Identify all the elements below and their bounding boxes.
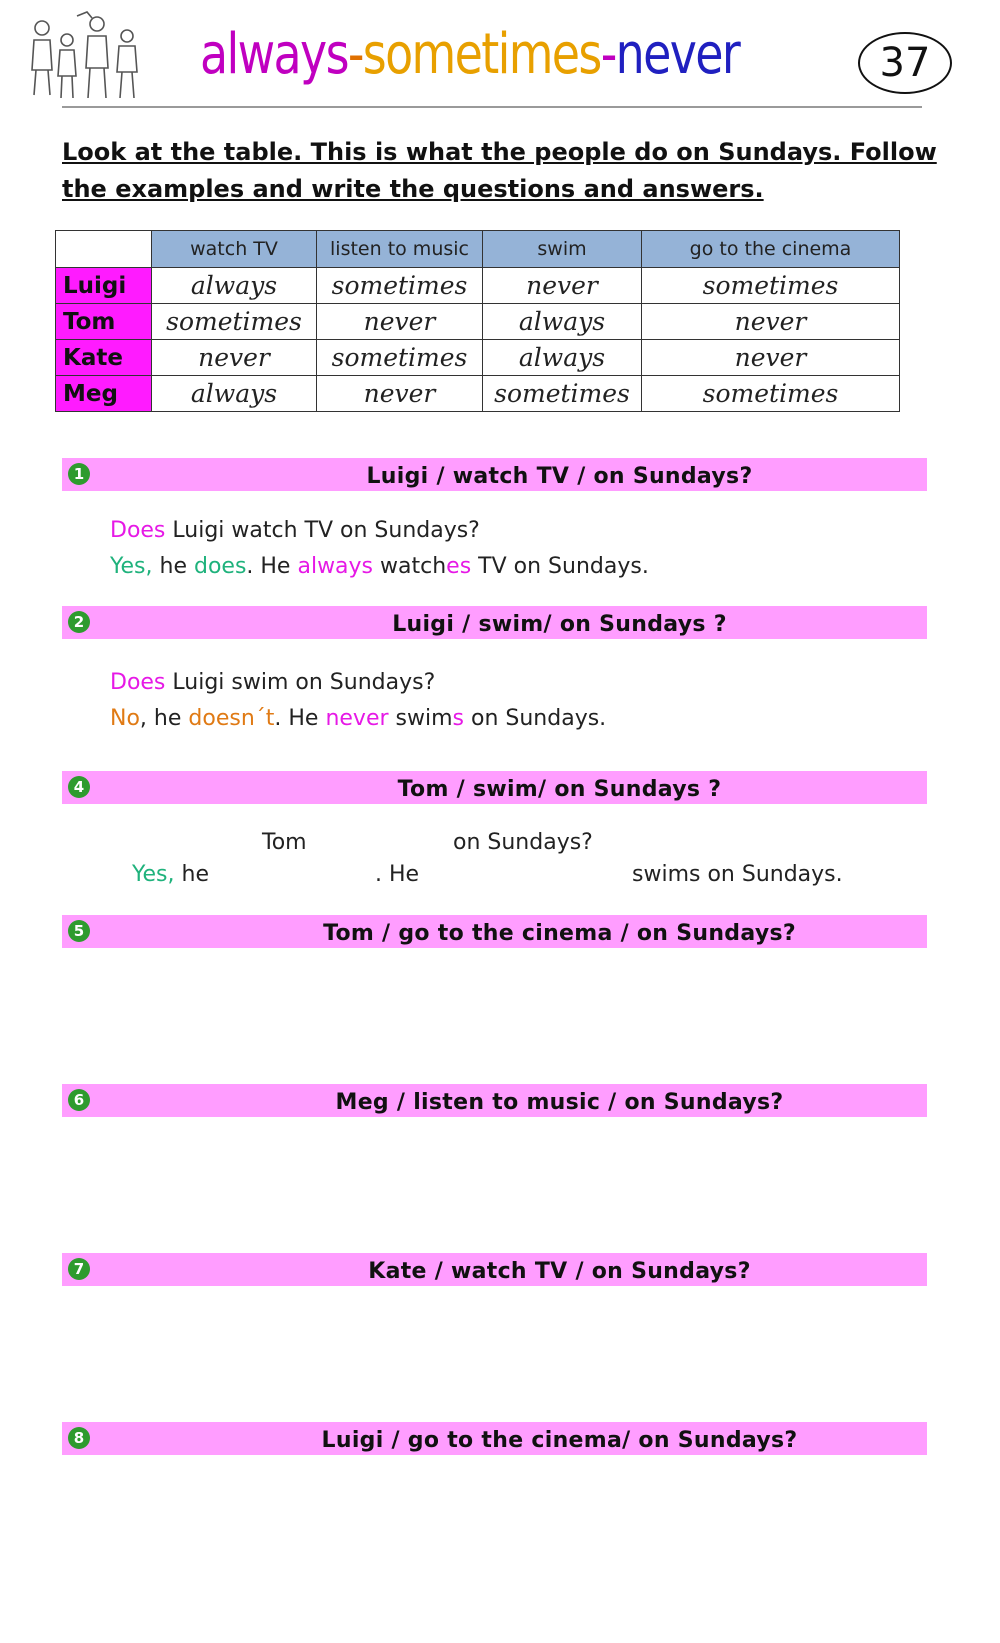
instructions-line: the examples and write the questions and answers. <box>62 175 764 203</box>
example-answer <box>110 706 606 731</box>
answer-text: . He <box>274 706 326 731</box>
exercise-number: 5 <box>68 920 90 942</box>
table-row <box>56 376 900 412</box>
answer-text: he <box>152 554 194 579</box>
question-text: Luigi watch TV on Sundays? <box>165 518 480 543</box>
exercise-number: 7 <box>68 1258 90 1280</box>
answer-text: TV on Sundays. <box>471 554 649 579</box>
verb-ending: s <box>452 706 464 731</box>
answer-text: , he <box>139 706 189 731</box>
title-part: sometimes <box>362 22 601 87</box>
table-cell: never <box>317 376 483 412</box>
question-word: on Sundays? <box>453 830 593 855</box>
page-number: 37 <box>858 32 952 94</box>
table-cell: never <box>642 304 900 340</box>
table-cell: always <box>152 376 317 412</box>
exercise-bar <box>62 1253 927 1286</box>
question-word: Tom <box>262 830 307 855</box>
does-word: Does <box>110 670 166 695</box>
frequency-table <box>55 230 900 412</box>
table-header-row <box>56 231 900 268</box>
answer-text: watch <box>373 554 447 579</box>
table-cell: never <box>152 340 317 376</box>
answer-text: swims on Sundays. <box>632 862 843 887</box>
question-text: Luigi swim on Sundays? <box>165 670 436 695</box>
exercise-number: 4 <box>68 776 90 798</box>
table-cell: sometimes <box>317 268 483 304</box>
exercise-prompt: Luigi / watch TV / on Sundays? <box>366 464 753 489</box>
exercise-number: 8 <box>68 1427 90 1449</box>
title-part: always <box>200 22 348 87</box>
exercise-bar <box>62 606 927 639</box>
exercise-prompt: Kate / watch TV / on Sundays? <box>368 1259 751 1284</box>
instructions <box>62 134 942 208</box>
exercise4-answer <box>132 862 209 887</box>
worksheet-title <box>200 20 739 90</box>
exercise-bar <box>62 915 927 948</box>
exercise-number: 2 <box>68 611 90 633</box>
exercise-prompt: Tom / swim/ on Sundays ? <box>397 777 722 802</box>
exercise-bar <box>62 458 927 491</box>
title-part: never <box>615 22 740 87</box>
table-cell: never <box>317 304 483 340</box>
answer-text: . He <box>246 554 298 579</box>
exercise-prompt: Luigi / go to the cinema/ on Sundays? <box>321 1428 798 1453</box>
verb-ending: es <box>446 554 472 579</box>
table-cell: never <box>483 268 642 304</box>
answer-text: on Sundays. <box>464 706 607 731</box>
example-answer <box>110 554 649 579</box>
table-cell: always <box>483 304 642 340</box>
column-header: go to the cinema <box>642 231 900 268</box>
no-word: No <box>110 706 140 731</box>
row-name: Luigi <box>56 268 152 304</box>
table-cell: sometimes <box>642 268 900 304</box>
frequency-word: never <box>325 706 389 731</box>
doesnt-word: doesn´t <box>188 706 275 731</box>
answer-text: . He <box>375 862 420 887</box>
header-divider <box>62 106 922 108</box>
answer-text: he <box>174 862 209 887</box>
column-header: listen to music <box>317 231 483 268</box>
column-header: watch TV <box>152 231 317 268</box>
column-header: swim <box>483 231 642 268</box>
yes-word: Yes, <box>132 862 175 887</box>
exercise-prompt: Luigi / swim/ on Sundays ? <box>392 612 727 637</box>
table-cell: sometimes <box>483 376 642 412</box>
table-cell: never <box>642 340 900 376</box>
example-question <box>110 670 435 695</box>
answer-text: swim <box>388 706 453 731</box>
table-cell: always <box>152 268 317 304</box>
row-name: Tom <box>56 304 152 340</box>
title-part: - <box>347 22 363 87</box>
exercise-prompt: Meg / listen to music / on Sundays? <box>335 1090 784 1115</box>
exercise-number: 1 <box>68 463 90 485</box>
table-cell: sometimes <box>317 340 483 376</box>
table-cell: sometimes <box>152 304 317 340</box>
instructions-line: Look at the table. This is what the people do on Sundays. Follow <box>62 138 937 166</box>
table-cell: always <box>483 340 642 376</box>
does-word: does <box>193 554 247 579</box>
exercise-bar <box>62 1084 927 1117</box>
children-illustration <box>22 10 147 102</box>
does-word: Does <box>110 518 166 543</box>
yes-word: Yes, <box>110 554 153 579</box>
exercise-prompt: Tom / go to the cinema / on Sundays? <box>323 921 796 946</box>
table-row <box>56 268 900 304</box>
row-name: Kate <box>56 340 152 376</box>
frequency-word: always <box>297 554 374 579</box>
row-name: Meg <box>56 376 152 412</box>
table-cell: sometimes <box>642 376 900 412</box>
title-part: - <box>600 22 616 87</box>
table-row <box>56 304 900 340</box>
exercise-number: 6 <box>68 1089 90 1111</box>
exercise-bar <box>62 1422 927 1455</box>
table-row <box>56 340 900 376</box>
exercise-bar <box>62 771 927 804</box>
table-corner <box>56 231 152 268</box>
example-question <box>110 518 480 543</box>
